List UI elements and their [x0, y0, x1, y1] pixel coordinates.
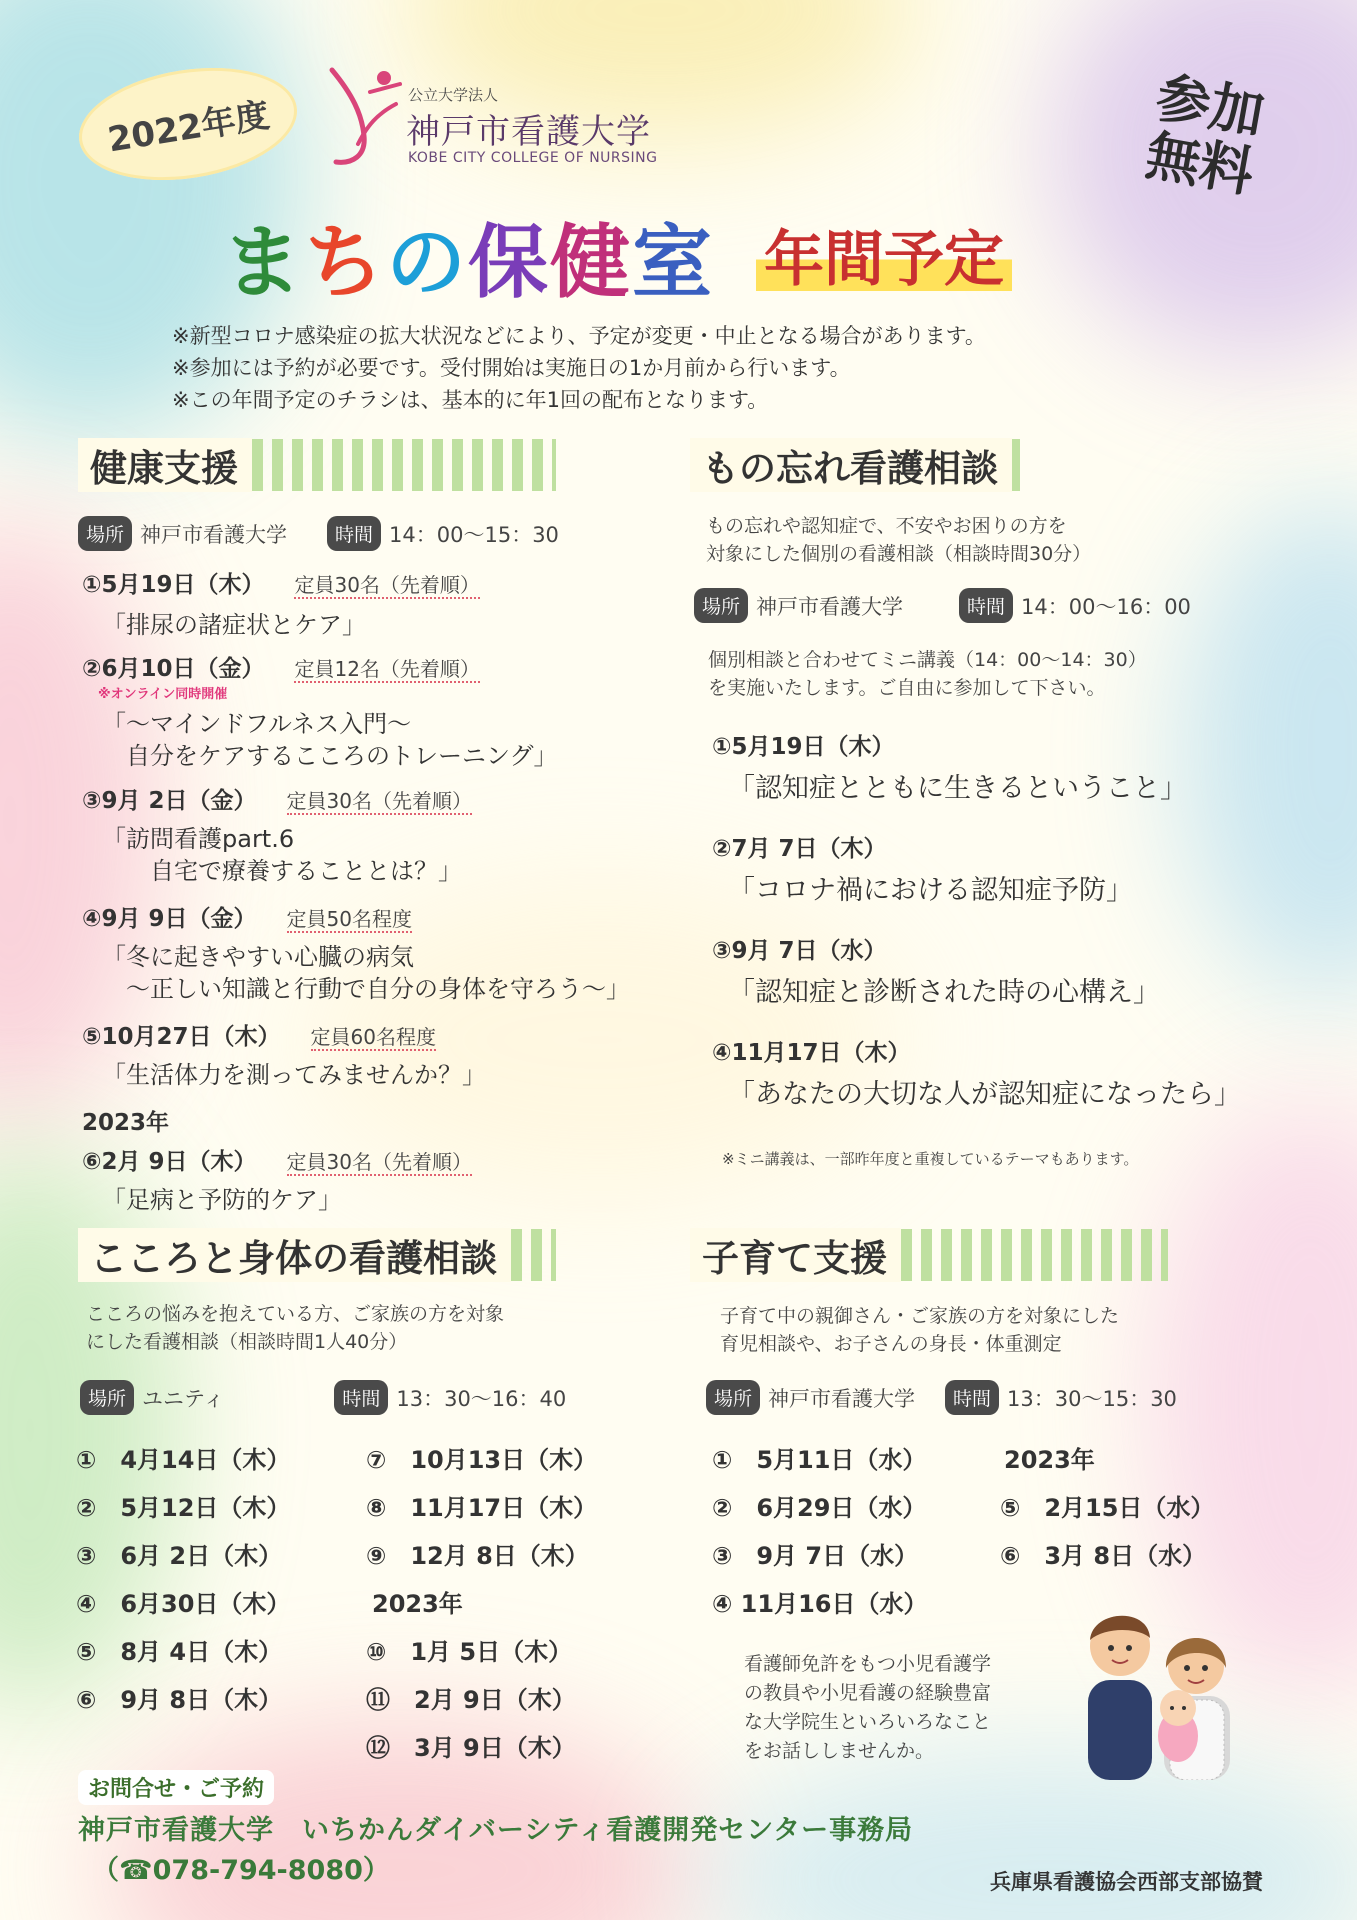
memory-time: 14：00～16：00 — [1021, 594, 1191, 619]
memory-item — [712, 1034, 1312, 1111]
college-name-en: KOBE CITY COLLEGE OF NURSING — [408, 150, 658, 166]
page-subtitle: 年間予定 — [756, 212, 1012, 298]
description-line: をお話ししませんか。 — [744, 1740, 935, 1762]
section-title: 子育て支援 — [690, 1228, 901, 1282]
mind-place: ユニティ — [142, 1386, 225, 1411]
child-schedule-col1 — [712, 1440, 992, 1650]
free-participation-badge — [1097, 35, 1314, 235]
health-item — [82, 1104, 682, 1216]
schedule-date: ① 4月14日（木） — [76, 1446, 291, 1474]
time-tag: 時間 — [945, 1380, 999, 1415]
event-date: ⑤10月27日（木） — [82, 1024, 281, 1050]
child-description-2 — [744, 1650, 991, 1766]
health-meta — [78, 516, 559, 551]
place-tag: 場所 — [80, 1380, 134, 1415]
description-line: もの忘れや認知症で、不安やお困りの方を — [706, 515, 1067, 537]
title-char: の — [386, 216, 468, 309]
memory-item — [712, 830, 1312, 907]
contact-phone: （☎078-794-8080） — [92, 1855, 390, 1886]
capacity: 定員30名（先着順） — [286, 1150, 472, 1174]
title-char: ち — [304, 216, 386, 309]
section-title: 健康支援 — [78, 438, 252, 492]
place-tag: 場所 — [706, 1380, 760, 1415]
notice-list — [172, 320, 986, 416]
schedule-date: ⑦ 10月13日（木） — [366, 1446, 598, 1474]
child-description — [720, 1302, 1119, 1358]
schedule-date: ⑥ 3月 8日（水） — [1000, 1542, 1207, 1570]
event-topic: 自分をケアするこころのトレーニング」 — [102, 742, 558, 770]
memory-footnote: ※ミニ講義は、一部昨年度と重複しているテーマもあります。 — [722, 1150, 1139, 1168]
schedule-date: ④ 11月16日（水） — [712, 1590, 928, 1618]
event-topic: 「訪問看護part.6 — [102, 825, 295, 853]
capacity: 定員30名（先着順） — [294, 573, 480, 597]
schedule-date: ③ 6月 2日（木） — [76, 1542, 283, 1570]
event-date: ①5月19日（木） — [712, 734, 895, 760]
capacity: 定員30名（先着順） — [286, 789, 472, 813]
event-topic: 「コロナ禍における認知症予防」 — [728, 875, 1133, 906]
event-topic: 「足病と予防的ケア」 — [102, 1186, 342, 1214]
schedule-date: ③ 9月 7日（水） — [712, 1542, 919, 1570]
event-date: ①5月19日（木） — [82, 572, 265, 598]
section-stripes — [901, 1229, 1168, 1281]
event-topic: 「あなたの大切な人が認知症になったら」 — [728, 1079, 1241, 1110]
section-stripes — [1012, 439, 1020, 491]
schedule-date: ⑤ 2月15日（水） — [1000, 1494, 1215, 1522]
notice-item: ※この年間予定のチラシは、基本的に年1回の配布となります。 — [172, 388, 769, 412]
time-tag: 時間 — [334, 1380, 388, 1415]
college-name: 神戸市看護大学 — [406, 112, 651, 152]
event-topic: 自宅で療養することとは？」 — [102, 857, 462, 885]
memory-place: 神戸市看護大学 — [756, 594, 904, 619]
description-line: 看護師免許をもつ小児看護学 — [744, 1653, 992, 1675]
mind-time: 13：30～16：40 — [396, 1386, 567, 1411]
description-line: 子育て中の親御さん・ご家族の方を対象にした — [720, 1305, 1120, 1327]
section-header-mind — [78, 1226, 556, 1284]
section-header-child — [690, 1226, 1168, 1284]
logo-subtitle: 公立大学法人 — [408, 86, 499, 104]
health-time: 14：00～15：30 — [389, 522, 559, 547]
college-logo-icon — [322, 64, 406, 168]
description-line: を実施いたします。ご自由に参加して下さい。 — [708, 677, 1106, 699]
section-stripes — [252, 439, 556, 491]
description-line: な大学院生といろいろなこと — [744, 1711, 992, 1733]
description-line: 個別相談と合わせてミニ講義（14：00～14：30） — [708, 649, 1147, 671]
page-title — [222, 198, 714, 313]
year-badge: 2022年度 — [71, 53, 305, 194]
health-item — [82, 782, 682, 887]
event-date: ②7月 7日（木） — [712, 836, 887, 862]
schedule-date: ② 5月12日（木） — [76, 1494, 291, 1522]
capacity: 定員12名（先着順） — [294, 657, 480, 681]
event-topic: 「～マインドフルネス入門～ — [102, 710, 412, 738]
contact-office: 神戸市看護大学 いちかんダイバーシティ看護開発センター事務局 — [78, 1815, 914, 1846]
schedule-date: ① 5月11日（水） — [712, 1446, 927, 1474]
notice-item: ※新型コロナ感染症の拡大状況などにより、予定が変更・中止となる場合があります。 — [172, 324, 986, 348]
free-line1: 参加 — [1151, 65, 1269, 146]
event-topic: 「生活体力を測ってみませんか？」 — [102, 1061, 486, 1089]
schedule-date: ⑥ 9月 8日（木） — [76, 1686, 283, 1714]
contact-label: お問合せ・ご予約 — [78, 1770, 274, 1805]
schedule-date: ⑧ 11月17日（木） — [366, 1494, 598, 1522]
event-date: ②6月10日（金） — [82, 656, 265, 682]
child-time: 13：30～15：30 — [1007, 1386, 1177, 1411]
title-char: ま — [222, 216, 304, 309]
schedule-date: ⑫ 3月 9日（木） — [366, 1734, 576, 1762]
memory-description-2 — [708, 646, 1147, 702]
description-line: こころの悩みを抱えている方、ご家族の方を対象 — [86, 1303, 505, 1325]
schedule-date: ⑨ 12月 8日（木） — [366, 1542, 589, 1570]
title-char: 室 — [632, 216, 714, 309]
health-item — [82, 1018, 682, 1091]
description-line: の教員や小児看護の経験豊富 — [744, 1682, 992, 1704]
event-date: ③9月 2日（金） — [82, 788, 257, 814]
section-stripes — [511, 1229, 556, 1281]
year-label: 2023年 — [82, 1110, 170, 1136]
place-tag: 場所 — [78, 516, 132, 551]
mind-schedule-col2 — [366, 1440, 666, 1760]
memory-meta — [694, 588, 1191, 623]
child-schedule-col2 — [1000, 1440, 1280, 1590]
description-line: にした看護相談（相談時間1人40分） — [86, 1331, 408, 1353]
health-item — [82, 566, 682, 641]
section-header-memory — [690, 436, 1020, 494]
event-date: ④9月 9日（金） — [82, 906, 257, 932]
description-line: 育児相談や、お子さんの身長・体重測定 — [720, 1333, 1062, 1355]
free-line2: 無料 — [1141, 123, 1259, 205]
health-item — [82, 900, 722, 1005]
health-item — [82, 650, 682, 772]
title-char: 保 — [468, 216, 550, 309]
place-tag: 場所 — [694, 588, 748, 623]
online-note: ※オンライン同時開催 — [98, 687, 228, 702]
memory-description — [706, 512, 1091, 568]
notice-item: ※参加には予約が必要です。受付開始は実施日の1か月前から行います。 — [172, 356, 851, 380]
mind-meta — [80, 1380, 566, 1415]
event-topic: 「認知症と診断された時の心構え」 — [728, 977, 1160, 1008]
family-illustration-icon — [1080, 1596, 1240, 1780]
section-title: もの忘れ看護相談 — [690, 438, 1012, 492]
description-line: 対象にした個別の看護相談（相談時間30分） — [706, 543, 1092, 565]
event-date: ⑥2月 9日（木） — [82, 1149, 257, 1175]
child-place: 神戸市看護大学 — [768, 1386, 916, 1411]
event-date: ③9月 7日（水） — [712, 938, 887, 964]
schedule-date: ⑪ 2月 9日（木） — [366, 1686, 576, 1714]
capacity: 定員50名程度 — [286, 907, 412, 931]
section-title: こころと身体の看護相談 — [78, 1228, 511, 1282]
year-label: 2023年 — [1004, 1446, 1095, 1474]
event-date: ④11月17日（木） — [712, 1040, 911, 1066]
sponsor-credit: 兵庫県看護協会西部支部協賛 — [990, 1870, 1263, 1894]
child-meta — [706, 1380, 1177, 1415]
schedule-date: ② 6月29日（水） — [712, 1494, 927, 1522]
event-topic: 「冬に起きやすい心臓の病気 — [102, 943, 414, 971]
mind-schedule-col1 — [76, 1440, 376, 1740]
title-char: 健 — [550, 216, 632, 309]
time-tag: 時間 — [959, 588, 1013, 623]
schedule-date: ⑩ 1月 5日（木） — [366, 1638, 573, 1666]
event-topic: ～正しい知識と行動で自分の身体を守ろう～」 — [102, 975, 630, 1003]
schedule-date: ⑤ 8月 4日（木） — [76, 1638, 283, 1666]
event-topic: 「排尿の諸症状とケア」 — [102, 611, 366, 639]
mind-description — [86, 1300, 504, 1356]
section-header-health — [78, 436, 556, 494]
schedule-date: ④ 6月30日（木） — [76, 1590, 291, 1618]
event-topic: 「認知症とともに生きるということ」 — [728, 773, 1187, 804]
time-tag: 時間 — [327, 516, 381, 551]
year-label: 2023年 — [372, 1590, 463, 1618]
capacity: 定員60名程度 — [310, 1025, 436, 1049]
health-place: 神戸市看護大学 — [140, 522, 288, 547]
memory-item — [712, 932, 1312, 1009]
memory-item — [712, 728, 1312, 805]
